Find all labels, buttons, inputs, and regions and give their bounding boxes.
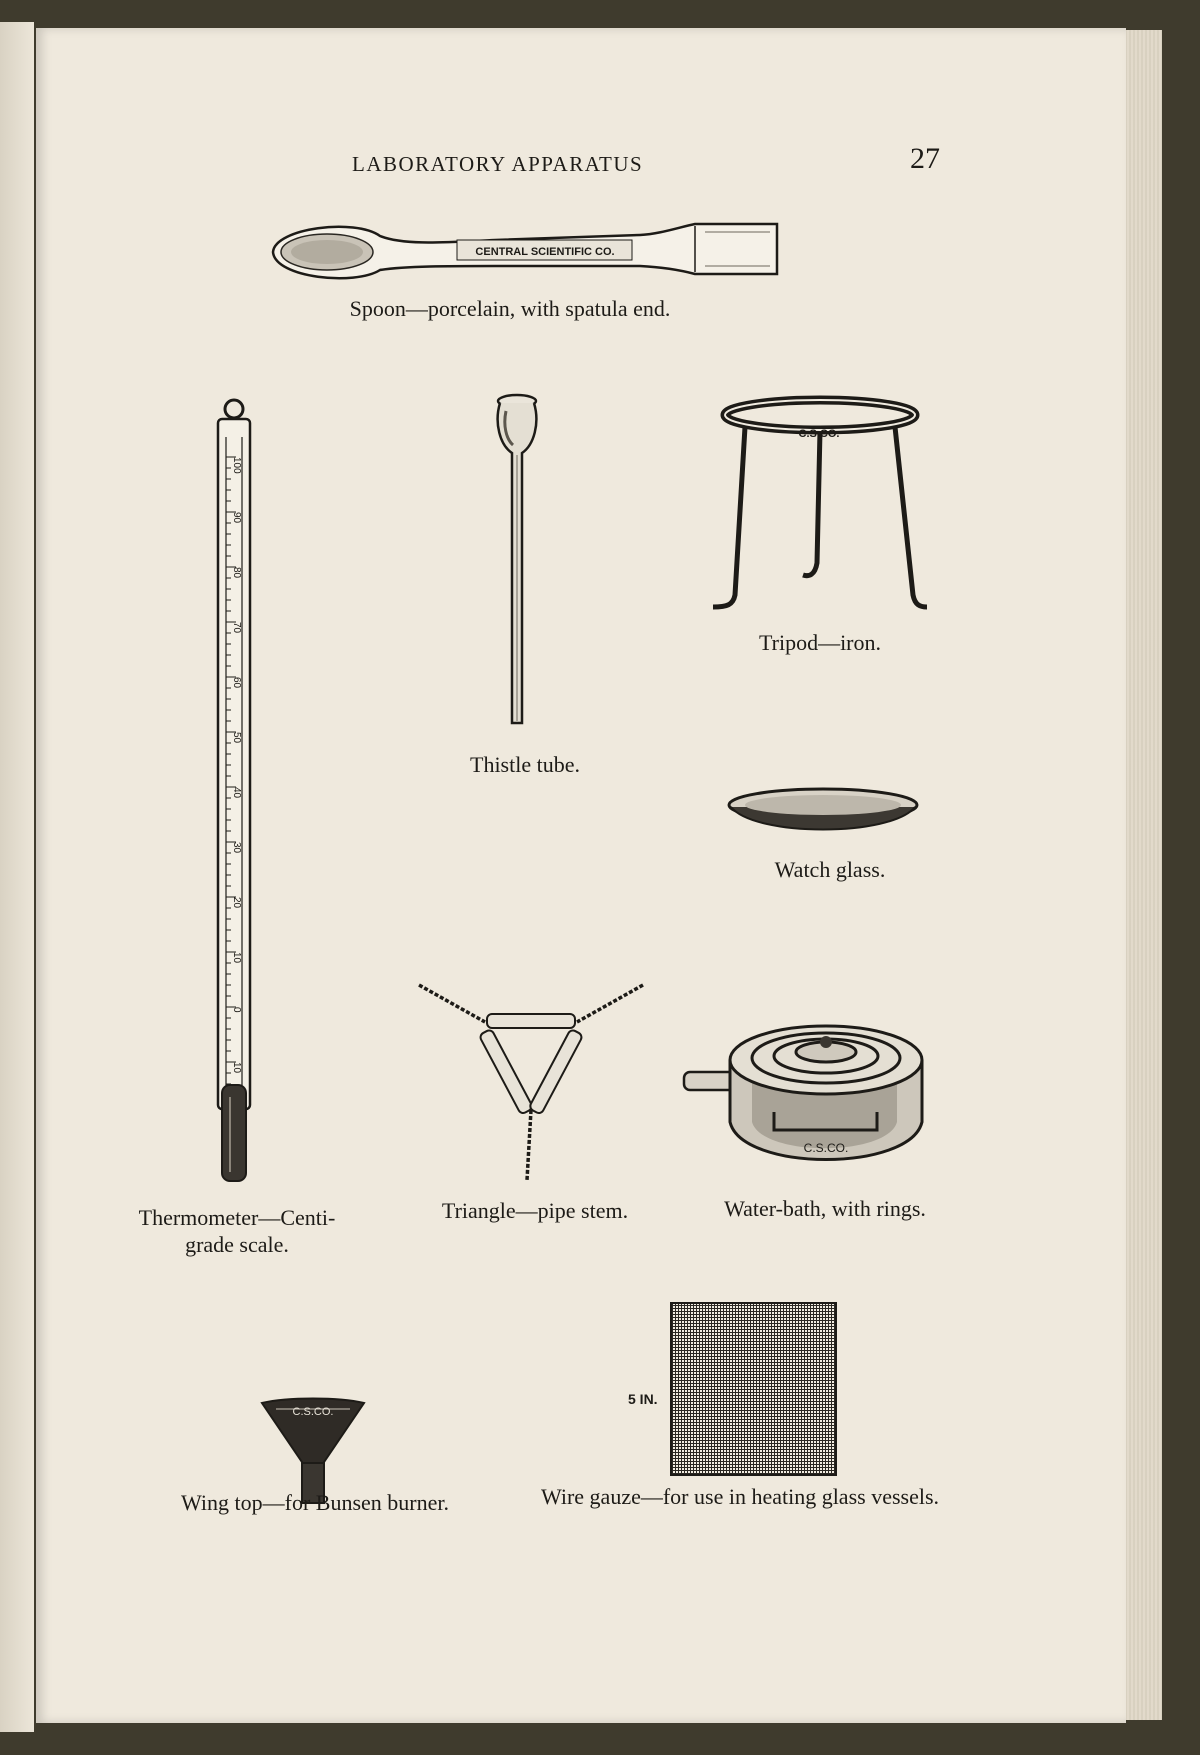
spoon-stamp: CENTRAL SCIENTIFIC CO. (475, 246, 615, 258)
tripod-stamp: C.S.CO. (798, 428, 840, 440)
wire-gauze-size-label: 5 IN. (628, 1391, 658, 1407)
tripod-illustration (705, 395, 935, 615)
left-page-edge (0, 22, 34, 1732)
thermometer-scale-label: 30 (231, 842, 242, 854)
thermometer-scale-label: 20 (231, 897, 242, 909)
thermometer-scale-label: 0 (231, 1007, 242, 1013)
water-bath-caption: Water-bath, with rings. (724, 1196, 926, 1221)
thermometer-caption-line2: grade scale. (185, 1232, 289, 1257)
wing-top-stamp: C.S.CO. (292, 1406, 334, 1418)
spoon-caption: Spoon—porcelain, with spatula end. (349, 296, 671, 321)
tripod-caption: Tripod—iron. (758, 630, 882, 655)
watch-glass-caption: Watch glass. (774, 857, 886, 882)
thermometer-scale-label: 90 (231, 512, 242, 524)
thermometer-scale-label: 10 (231, 952, 242, 964)
wing-top-caption: Wing top—for Bunsen burner. (181, 1490, 449, 1515)
thermometer-scale-label: 10 (231, 1062, 242, 1074)
thermometer-scale-label: 100 (231, 457, 242, 474)
wire-gauze-caption: Wire gauze—for use in heating glass vessels. (540, 1484, 940, 1509)
thermometer-illustration (212, 397, 262, 1187)
water-bath-stamp: C.S.CO. (803, 1141, 849, 1155)
spoon-illustration (265, 212, 785, 290)
thistle-tube-illustration (490, 393, 550, 733)
thermometer-scale-label: 70 (231, 622, 242, 634)
wire-gauze-illustration (670, 1302, 837, 1476)
thermometer-scale-label: 40 (231, 787, 242, 799)
thermometer-caption-line1: Thermometer—Centi- (138, 1205, 336, 1230)
page-number: 27 (910, 142, 940, 175)
running-title: LABORATORY APPARATUS (352, 152, 644, 176)
thermometer-scale-label: 80 (231, 567, 242, 579)
triangle-illustration (415, 980, 647, 1185)
thermometer-scale-label: 60 (231, 677, 242, 689)
watch-glass-illustration (725, 785, 921, 841)
thermometer-scale-label: 50 (231, 732, 242, 744)
thistle-tube-caption: Thistle tube. (470, 752, 580, 777)
triangle-caption: Triangle—pipe stem. (441, 1198, 629, 1223)
right-page-edges (1124, 30, 1162, 1720)
water-bath-illustration (682, 1012, 960, 1182)
